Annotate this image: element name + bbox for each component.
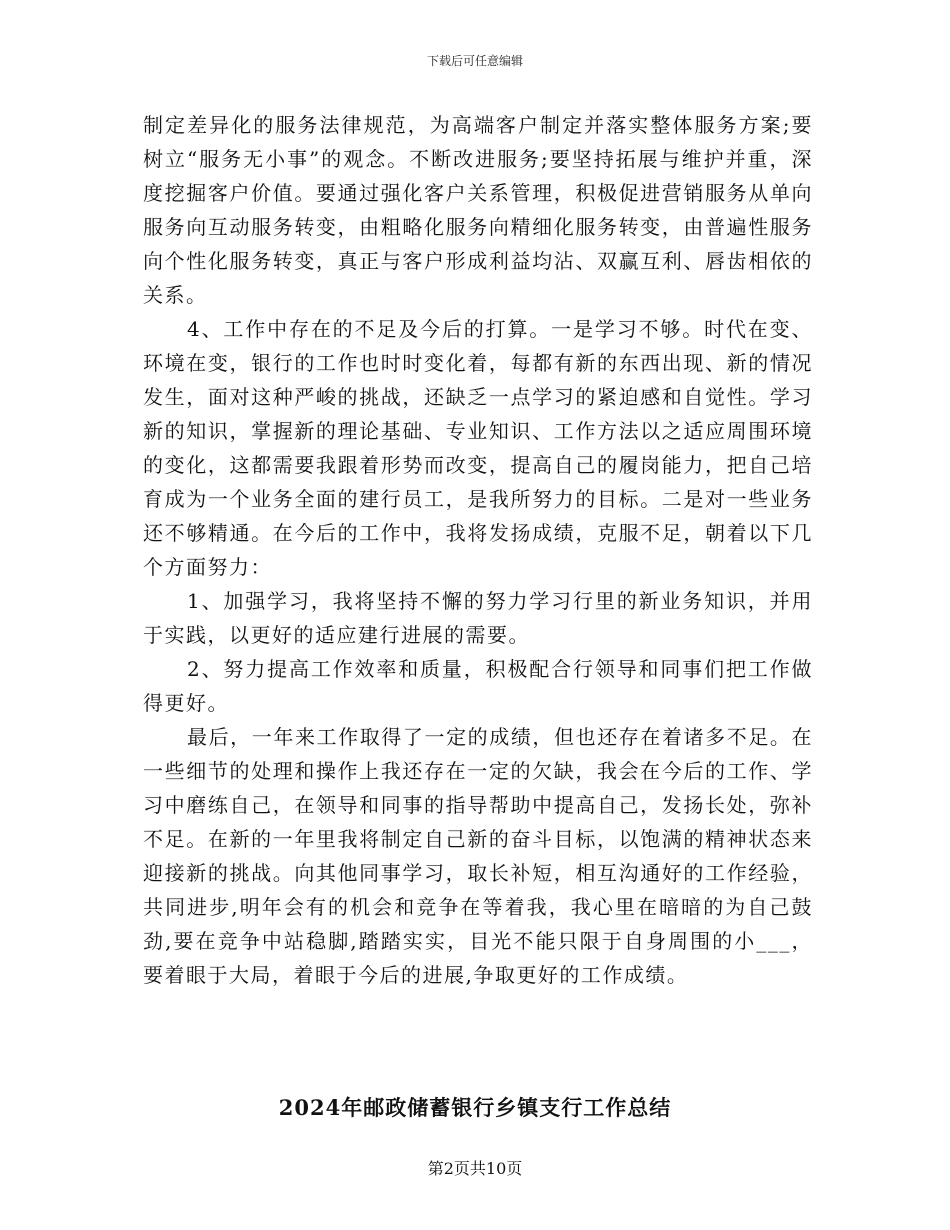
section-heading: 2024年邮政储蓄银行乡镇支行工作总结 xyxy=(278,1095,672,1120)
paragraph-5: 最后，一年来工作取得了一定的成绩，但也还存在着诸多不足。在一些细节的处理和操作上我还存在一定的欠缺，我会在今后的工作、学习中磨练自己，在领导和同事的指导帮助中提高自己，发扬长处，弥补不足。在新的一年里我将制定自己新的奋斗目标，以饱满的精神状态来迎接新的挑战。向其他同事学习，取长补短，相互沟通好的工作经验，共同进步,明年会有的机会和竞争在等着我，我心里在暗暗的为自己鼓劲,要在竞争中站稳脚,踏踏实实，目光不能只限于自身周围的小___，要着眼于大局，着眼于今后的进展,争取更好的工作成绩。 xyxy=(143,725,813,987)
paragraph-3: 1、加强学习，我将坚持不懈的努力学习行里的新业务知识，并用于实践，以更好的适应建行进展的需要。 xyxy=(143,589,813,647)
page-header-note: 下载后可任意编辑 xyxy=(426,54,523,68)
paragraph-2: 4、工作中存在的不足及今后的打算。一是学习不够。时代在变、环境在变，银行的工作也时时变化着，每都有新的东西出现、新的情况发生，面对这种严峻的挑战，还缺乏一点学习的紧迫感和自觉性。学习新的知识，掌握新的理论基础、专业知识、工作方法以之适应周围环境的变化，这都需要我跟着形势而改变，提高自己的履岗能力，把自己培育成为一个业务全面的建行员工，是我所努力的目标。二是对一些业务还不够精通。在今后的工作中，我将发扬成绩，克服不足，朝着以下几个方面努力： xyxy=(143,317,813,579)
paragraph-1: 制定差异化的服务法律规范，为高端客户制定并落实整体服务方案;要树立“服务无小事”的观念。不断改进服务;要坚持拓展与维护并重，深度挖掘客户价值。要通过强化客户关系管理，积极促进营销服务从单向服务向互动服务转变，由粗略化服务向精细化服务转变，由普遍性服务向个性化服务转变，真正与客户形成利益均沾、双赢互利、唇齿相依的关系。 xyxy=(143,113,813,307)
page-footer-number: 第2页共10页 xyxy=(427,1159,523,1178)
paragraph-4: 2、努力提高工作效率和质量，积极配合行领导和同事们把工作做得更好。 xyxy=(143,657,813,715)
body-text xyxy=(143,108,813,992)
